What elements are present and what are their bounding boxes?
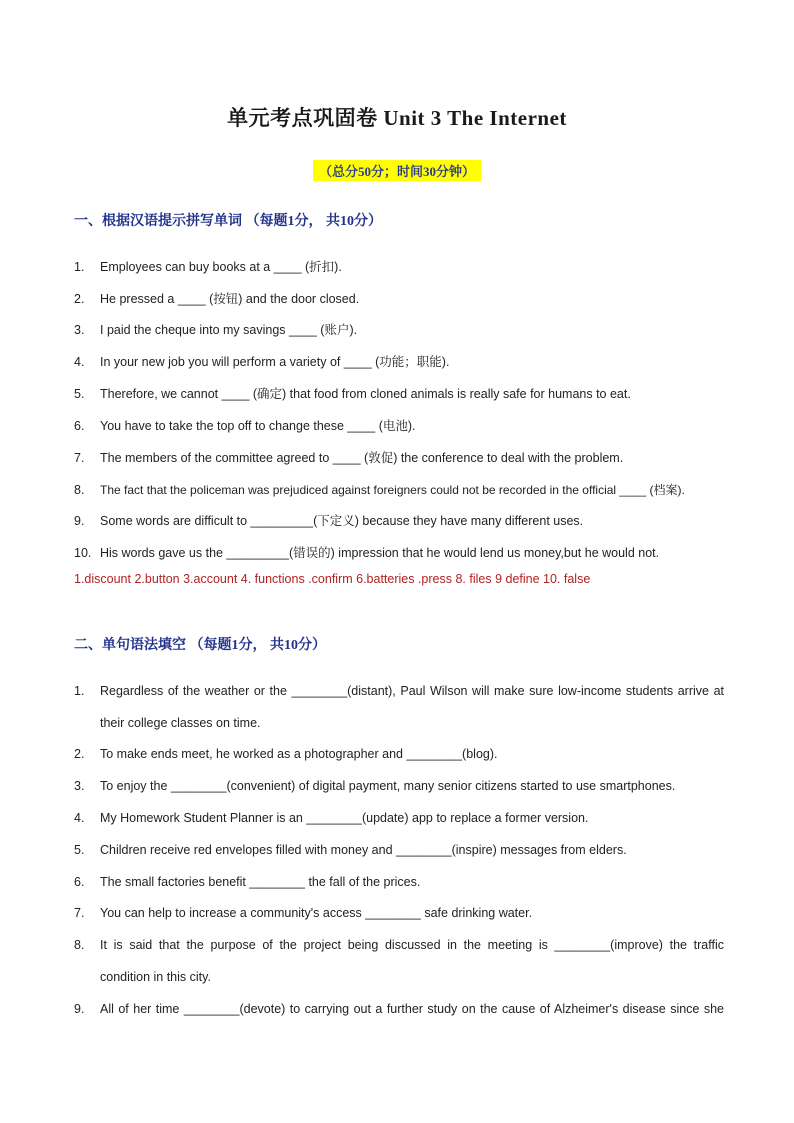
page-title: 单元考点巩固卷 Unit 3 The Internet — [227, 106, 567, 130]
section2-question-1-continued: their college classes on time. — [100, 716, 261, 730]
section2-heading: 二、单句语法填空 （每题1分， 共10分） — [74, 638, 326, 653]
document-page: 单元考点巩固卷 Unit 3 The Internet （总分50分；时间30分钟） 一、根据汉语提示拼写单词 （每题1分， 共10分） 1. Employees can buy books at a ____ (折扣). 2. He pressed a ____ (按钮) and the door closed. 3. I paid the cheque into my savings ____ (账户). 4. In your new job you will perform a variety of ____ (功能；职能). 5. Therefore, we cannot ____ (确定) that food from cloned animals is really safe for humans to eat. 6. You have to take the top off to change these ____ (电池). 7. The members of the committee agreed to ____ (敦促) the conference to deal with the problem. 8. The fact that the policeman was prejudiced against foreigners could not be recorded in the official ____ (档案). 9. Some words are difficult to _________(下定义) because they have many different uses. 10. His words gave us the _________(错误的) impression that he would lend us money,but he would not. 1.discount 2.button 3.account 4. functions .confirm 6.batteries .press 8. files 9 define 10. false 二、单句语法填空 （每题1分， 共10分） 1. Regardless of the weather or the ________(distant), Paul Wilson will make sure low-income students arrive at their college classes on time. 2. To make ends meet, he worked as a photographer and ________(blog). 3. To enjoy the ________(convenient) of digital payment, many senior citizens started to use smartphones. 4. My Homework Student Planner is an ________(update) app to replace a former version. 5. Children receive red envelopes filled with money and ________(inspire) messages from elders. 6. The small factories benefit ________ the fall of the prices. 7. You can help to increase a community's access ________ safe drinking water. 8. It is said that the purpose of the project being discussed in the meeting is ________(improve) the traffic condition in this city. 9. All of her time ________(devote) to carrying out a further study on the cause of Alzheimer's disease since she — [0, 0, 794, 1123]
section2-question-8-continued: condition in this city. — [100, 970, 211, 984]
score-time-banner: （总分50分；时间30分钟） — [313, 160, 481, 181]
section1-answer-key: 1.discount 2.button 3.account 4. functions .confirm 6.batteries .press 8. files 9 define 10. false — [74, 572, 591, 586]
section1-heading: 一、根据汉语提示拼写单词 （每题1分， 共10分） — [74, 214, 382, 229]
